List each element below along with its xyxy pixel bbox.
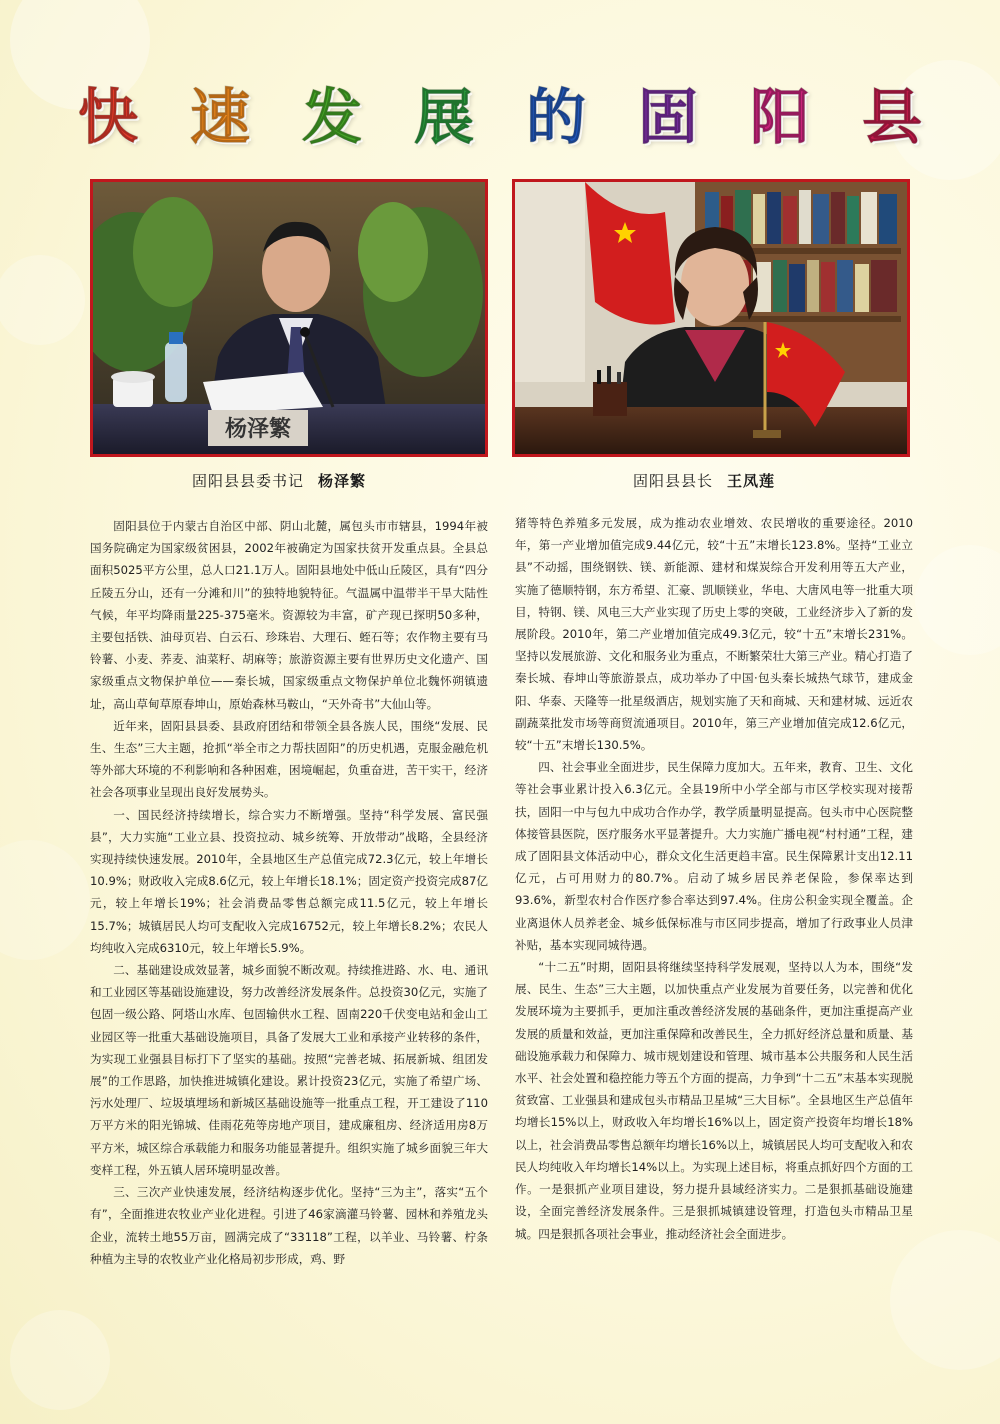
title-char: 固 <box>638 83 698 153</box>
article-paragraph: 四、社会事业全面进步，民生保障力度加大。五年来，教育、卫生、文化等社会事业累计投入6.3亿元。全县19所中小学全部与市区学校实现对接帮扶，固阳一中与包九中成功合作办学，教学质量明显提高。包头市中心医院整体接管县医院，医疗服务水平显著提升。大力实施广播电视“村村通”工程，建成了固阳县文体活动中心，群众文化生活更趋丰富。民生保障累计支出12.11亿元，占可用财力的80.7%。启动了城乡居民养老保险，参保率达到93.6%，新型农村合作医疗参合率达到97.4%。住房公积金实现全覆盖。企业离退休人员养老金、城乡低保标准与市区同步提高，增加了行政事业人员津补贴，基本实现同城待遇。 <box>515 760 913 952</box>
article-paragraph: 三、三次产业快速发展，经济结构逐步优化。坚持“三为主”，落实“五个有”，全面推进农牧业产业化进程。引进了46家滴灌马铃薯、园林和养殖龙头企业，流转土地55万亩，圆满完成了“33118”工程，以羊业、马铃薯、柠条种植为主导的农牧业产业化格局初步形成，鸡、野 <box>90 1185 488 1266</box>
article-left-column <box>90 515 488 1270</box>
photo-party-secretary <box>90 179 488 457</box>
caption-title: 固阳县县委书记 <box>192 472 305 490</box>
article-paragraph: “十二五”时期，固阳县将继续坚持科学发展观，坚持以人为本，围绕“发展、民生、生态”三大主题，以加快重点产业发展为首要任务，以完善和优化发展环境为主要抓手，更加注重改善经济发展的基础条件，更加注重提高产业发展的质量和效益，更加注重保障和改善民生，全力抓好经济总量和质量、基础设施承载力和保障力、城市规划建设和管理、城市基本公共服务和人民生活水平、社会处置和稳控能力等五个方面的提高，力争到“十二五”末基本实现脱贫致富、工业强县和建成包头市精品卫星城“三大目标”。全县地区生产总值年均增长15%以上，财政收入年均增长16%以上，固定资产投资年均增长18%以上，社会消费品零售总额年均增长16%以上，城镇居民人均可支配收入和农民人均纯收入年均增长14%以上。为实现上述目标，将重点抓好四个方面的工作。一是狠抓产业项目建设，努力提升县域经济实力。二是狠抓基础设施建设，全面完善经济发展条件。三是狠抓城镇建设管理，打造包头市精品卫星城。四是狠抓各项社会事业，推动经济社会全面进步。 <box>515 960 913 1241</box>
photo-county-head <box>512 179 910 457</box>
caption-name: 杨泽繁 <box>318 472 367 490</box>
nameplate-text: 杨泽繁 <box>224 416 292 442</box>
article-paragraph: 猪等特色养殖多元发展，成为推动农业增效、农民增收的重要途径。2010年，第一产业增加值完成9.44亿元，较“十五”末增长123.8%。坚持“工业立县”不动摇，围绕钢铁、镁、新能源、建材和煤炭综合开发利用等五大产业，实施了德顺特钢，东方希望、汇豪、凯顺镁业，华电、大唐风电等一批重大项目，特钢、镁、风电三大产业实现了历史上零的突破，工业经济步入了新的发展阶段。2010年，第二产业增加值完成49.3亿元，较“十五”末增长231%。坚持以发展旅游、文化和服务业为重点，不断繁荣壮大第三产业。精心打造了秦长城、春坤山等旅游景点，成功举办了中国·包头秦长城热气球节，建成金阳、华泰、天隆等一批星级酒店，规划实施了天和商城、天和建材城、远近农副蔬菜批发市场等商贸流通项目。2010年，第三产业增加值完成12.6亿元，较“十五”末增长130.5%。 <box>515 516 913 753</box>
title-char: 速 <box>190 83 250 153</box>
article-paragraph: 一、国民经济持续增长，综合实力不断增强。坚持“科学发展、富民强县”，大力实施“工业立县、投资拉动、城乡统筹、开放带动”战略，全县经济实现持续快速发展。2010年，全县地区生产总值完成72.3亿元，较上年增长10.9%；财政收入完成8.6亿元，较上年增长18.1%；固定资产投资完成87亿元，较上年增长19%；社会消费品零售总额完成11.5亿元，较上年增长15.7%；城镇居民人均可支配收入完成16752元，较上年增长8.2%；农民人均纯收入完成6310元，较上年增长5.9%。 <box>90 807 488 955</box>
title-char: 阳 <box>750 83 810 153</box>
title-char: 快 <box>78 83 138 153</box>
title-char: 的 <box>526 83 586 153</box>
article-paragraph: 近年来，固阳县县委、县政府团结和带领全县各族人民，围绕“发展、民生、生态”三大主题，抢抓“举全市之力帮扶固阳”的历史机遇，克服金融危机等外部大环境的不利影响和各种困难，困境崛起，负重奋进，苦干实干，经济社会各项事业呈现出良好发展势头。 <box>90 718 488 800</box>
caption-county-head <box>633 470 775 491</box>
title-char: 县 <box>862 83 922 153</box>
title-char: 发 <box>302 83 362 153</box>
caption-title: 固阳县县长 <box>633 472 714 490</box>
caption-party-secretary <box>192 470 366 491</box>
article-paragraph: 固阳县位于内蒙古自治区中部、阴山北麓，属包头市市辖县，1994年被国务院确定为国家级贫困县，2002年被确定为国家扶贫开发重点县。全县总面积5025平方公里，总人口21.1万人。固阳县地处中低山丘陵区，具有“四分丘陵五分山，还有一分滩和川”的独特地貌特征。气温属中温带半干旱大陆性气候，年平均降雨量225-375毫米。资源较为丰富，矿产现已探明50多种，主要包括铁、油母页岩、白云石、珍珠岩、大理石、蛭石等；农作物主要有马铃薯、小麦、荞麦、油菜籽、胡麻等；旅游资源主要有世界历史文化遗产、国家级重点文物保护单位——秦长城，国家级重点文物保护单位北魏怀朔镇遗址，高山草甸草原春坤山，原始森林马鞍山，“天外奇书”大仙山等。 <box>90 519 488 711</box>
article-right-column <box>515 512 913 1245</box>
page-title <box>0 78 1000 158</box>
title-char: 展 <box>414 83 474 153</box>
caption-name: 王凤莲 <box>727 472 776 490</box>
article-paragraph: 二、基础建设成效显著，城乡面貌不断改观。持续推进路、水、电、通讯和工业园区等基础设施建设，努力改善经济发展条件。总投资30亿元，实施了包固一级公路、阿塔山水库、包固输供水工程、固南220千伏变电站和金山工业园区等一批重大基础设施项目，具备了发展大工业和承接产业转移的条件，为实现工业强县目标打下了坚实的基础。按照“完善老城、拓展新城、组团发展”的工作思路，加快推进城镇化建设。累计投资23亿元，实施了希望广场、污水处理厂、垃圾填埋场和新城区基础设施等一批重点工程，开工建设了110万平方米的阳光锦城、佳雨花苑等房地产项目，建成廉租房、经济适用房8万平方米，城区综合承载能力和服务功能显著提升。组织实施了城乡面貌三年大变样工程，外五镇人居环境明显改善。 <box>90 963 488 1177</box>
